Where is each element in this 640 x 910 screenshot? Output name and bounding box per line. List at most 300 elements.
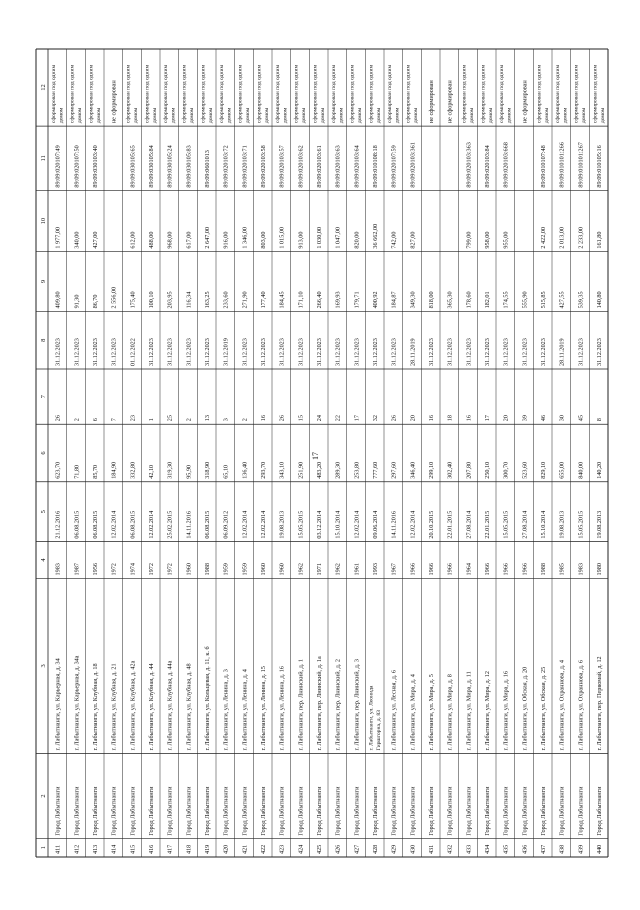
table-cell: Город Лабытнанги [428,786,436,836]
table-cell: 431 [428,844,436,854]
table-cell: домом [133,107,140,124]
table-cell: 803,00 [260,231,268,249]
table-cell: 31.12.2023 [148,338,156,366]
table-cell: 85,70 [92,464,100,479]
table-cell: 89:09:020103:72 [222,145,230,188]
table-cell: 430 [409,844,417,854]
table-cell: Город Лабытнанги [540,786,548,836]
table-cell: не сформирован [428,80,436,124]
table-cell: домом [469,107,476,124]
table-cell: Город Лабытнанги [166,786,174,836]
table-cell: 01.12.2022 [129,338,137,366]
table-cell: 45 [577,415,585,422]
table-cell: 319,30 [166,461,174,479]
table-cell: 424 [297,844,305,854]
table-cell: 203,95 [166,291,174,309]
table-cell: Город Лабытнанги [92,786,100,836]
table-cell: 415 [129,844,137,854]
table-cell: 23 [129,415,137,422]
table-cell: домом [413,107,420,124]
table-cell: 31.12.2023 [297,338,305,366]
table-cell: 32 [372,415,380,422]
table-cell: 89:09:020107:50 [73,145,81,188]
table-cell: 1 346,00 [241,226,249,249]
table-cell: 1966 [521,563,529,576]
table-cell: 207,80 [465,461,473,479]
table-cell: 1 030,00 [316,226,324,249]
table-cell: 30 [558,415,566,422]
table-cell: 17 [484,415,492,422]
table-cell: 12.02.2014 [409,510,417,539]
column-number: 10 [40,217,47,225]
table-cell: 31.12.2023 [204,338,212,366]
table-cell: 423 [278,844,286,854]
table-cell: г. Лабытнанги, ул. Ленина, д. 16 [278,666,286,751]
table-cell: домом [95,107,102,124]
table-cell: 31.12.2023 [92,338,100,366]
table-cell: 434 [484,844,492,854]
table-cell: 16 [428,415,436,422]
table-cell: сформирован под одним [181,64,188,124]
table-cell: сформирован под одним [480,64,487,124]
column-number: 3 [40,664,47,668]
table-cell: 271,90 [241,291,249,309]
table-cell: 623,70 [54,461,62,479]
table-cell: 253,80 [353,461,361,479]
table-cell: 31.12.2023 [241,338,249,366]
table-cell: Город Лабытнанги [596,786,604,836]
table-cell: 42,10 [148,464,156,479]
table-cell: Город Лабытнанги [390,786,398,836]
table-cell: 22 [334,415,342,422]
table-cell: сформирован под одним [349,64,356,124]
table-cell: домом [282,107,289,124]
table-cell: 184,45 [278,291,286,309]
table-cell: 89:09:030105:84 [148,145,156,188]
table-cell: 31.12.2023 [278,338,286,366]
column-number: 9 [40,279,47,284]
table-cell: 89:09:020103:62 [297,145,305,188]
table-cell: 1985 [558,563,566,576]
table-cell: 31.12.2023 [390,338,398,366]
table-cell: 437 [540,844,548,854]
table-cell: домом [319,107,326,124]
table-cell: 09.06.2014 [372,510,380,539]
table-cell: г. Лабытнанги, ул. Мира, д. 5 [428,674,436,751]
table-cell: 19.08.2013 [278,510,286,539]
column-number: 8 [40,338,47,342]
table-cell: домом [562,107,569,124]
table-cell: 820,00 [353,231,361,249]
table-cell: 89:09:030105:65 [129,145,137,188]
table-cell: 22.01.2015 [484,510,492,539]
table-cell: Город Лабытнанги [502,786,510,836]
table-cell: сформирован под одним [237,64,244,124]
table-cell: г. Лабытнанги, ул. Клубная, д. 18 [92,663,100,751]
table-cell: г. Лабытнанги, пер. Первомай, д. 12 [596,656,604,751]
column-number: 7 [40,394,47,399]
table-cell: сформирован под одним [536,64,543,124]
table-cell: 89:09:010101:266 [558,142,566,188]
table-cell: 916,00 [222,231,230,249]
table-cell: 31.12.2019 [222,338,230,366]
table-cell: 31.12.2023 [260,338,268,366]
table-cell: 140,80 [596,291,604,309]
table-cell: 742,00 [390,231,398,249]
table-cell: Город Лабытнанги [278,786,286,836]
table-cell: сформирован под одним [200,64,207,124]
table-cell: 412 [73,844,81,854]
table-cell: домом [543,107,550,124]
table-cell: 89:09:020107:59 [390,145,398,188]
table-cell: Город Лабытнанги [409,786,417,836]
table-cell: 06.08.2015 [92,510,100,539]
table-cell: 31.12.2023 [316,338,324,366]
table-cell: г. Лабытнанги, ул. Мира, д. 4 [409,674,417,751]
table-cell: 419 [204,844,212,854]
table-cell: 171,10 [297,291,305,309]
table-cell: г. Лабытнанги, ул. Обская, д. 25 [540,666,548,751]
table-cell: 300,70 [502,461,510,479]
table-cell: 293,70 [260,461,268,479]
table-cell: 31.12.2023 [484,338,492,366]
table-cell: 19.08.2013 [596,510,604,539]
table-cell: 89:09:020103:363 [465,142,473,188]
table-cell: 36 662,00 [372,223,380,249]
table-cell: 426 [334,844,342,854]
table-cell: сформирован под одним [125,64,132,124]
table-cell: 1967 [390,563,398,576]
table-cell: 31.12.2023 [166,338,174,366]
table-cell: 15.05.2015 [297,510,305,539]
table-cell: 427 [353,844,361,854]
table-cell: домом [263,107,270,124]
table-cell: Город Лабытнанги [446,786,454,836]
table-cell: 409,80 [54,291,62,309]
table-cell: г. Лабытнанги, ул. Ленина, д. 4 [241,669,249,751]
table-cell: 16 [260,415,268,422]
table-cell: 612,00 [129,231,137,249]
table-cell: 515,85 [540,291,548,309]
table-cell: Город Лабытнанги [297,786,305,836]
table-cell: 89:09:020103:668 [502,142,510,188]
table-cell: 89:09:020103:61 [316,145,324,188]
table-cell: 421 [241,844,249,854]
table-cell: 2 556,00 [110,286,118,309]
table-cell: сформирован под одним [69,64,76,124]
table-cell: 414 [110,844,118,854]
table-cell: 799,00 [465,231,473,249]
table-cell: 16 [465,415,473,422]
table-cell: сформирован под одним [573,64,580,124]
table-cell: 1983 [577,563,585,576]
table-cell: не сформирован [110,80,118,124]
table-cell: 555,90 [521,291,529,309]
table-cell: 1962 [297,563,305,576]
table-cell: 15.10.2014 [540,510,548,539]
column-number: 12 [40,84,47,91]
table-cell: домом [58,107,65,124]
table-cell: 46 [540,415,548,422]
table-cell: 1980 [596,563,604,576]
table-cell: г. Лабытнанги, ул. Мира, д. 11 [465,671,473,751]
table-cell: 289,30 [334,461,342,479]
table-cell: 439 [577,844,585,854]
table-cell: домом [375,107,382,124]
table-cell: 1 047,00 [334,226,342,249]
table-cell: 251,90 [297,461,305,479]
table-cell: 425 [316,844,324,854]
table-cell: 422 [260,844,268,854]
table-cell: не сформирован [521,80,529,124]
table-cell: 6 [92,418,100,422]
table-cell: 1 015,00 [278,226,286,249]
table-cell: 91,30 [73,294,81,309]
table-cell: 15.05.2015 [502,510,510,539]
table-cell: 1993 [372,563,380,576]
table-cell: 829,10 [540,461,548,479]
table-cell: 420 [222,844,230,854]
table-cell: г. Лабытнанги, пер. Лнинский, д. 3 [353,659,361,751]
table-cell: г. Лабытнанги, ул. Клубная, д. 42а [129,660,137,751]
table-cell: 95,90 [185,464,193,479]
table-cell: 2 233,00 [577,226,585,249]
column-number: 5 [40,510,47,514]
table-cell: 523,60 [521,461,529,479]
table-cell: 06.08.2015 [73,510,81,539]
table-cell: 22.01.2015 [446,510,454,539]
table-cell: 26 [54,415,62,422]
table-cell: г. Лабытнанги, ул. Ленина, д. 3 [222,669,230,751]
table-cell: 233,60 [222,291,230,309]
table-cell: 12.02.2014 [110,510,118,539]
table-cell: г. Лабытнанги, ул. Карьерная, д. 34 [54,658,62,751]
table-cell: сформирован под одним [592,64,599,124]
table-cell: 332,80 [129,461,137,479]
table-cell: 1972 [110,563,118,576]
table-cell: 31.12.2023 [540,338,548,366]
table-cell: г. Лабытнанги, ул. Клубная, д. 21 [110,663,118,751]
table-cell: 89:09:030105:83 [185,145,193,188]
table-cell: сформирован под одним [368,64,375,124]
table-cell: 2 [73,418,81,422]
table-cell: 06.08.2015 [204,510,212,539]
column-number: 11 [40,155,47,162]
table-cell: сформирован под одним [256,64,263,124]
table-cell: Город Лабытнанги [260,786,268,836]
table-cell: 302,40 [446,461,454,479]
table-cell: 28.11.2019 [409,338,417,366]
table-cell: Город Лабытнанги [465,786,473,836]
table-cell: сформирован под одним [405,64,412,124]
table-cell: 365,30 [446,291,454,309]
table-cell: 417 [166,844,174,854]
table-cell: Город Лабытнанги [129,786,137,836]
table-cell: г. Лабытнанги, ул. Кольцевая, д. 11, к. б [204,646,212,751]
column-number: 6 [40,451,47,455]
table-cell: 15.10.2014 [334,510,342,539]
table-cell: г. Лабытнанги, ул. Клубная, д. 44а [166,660,174,751]
table-cell: 31.12.2023 [596,338,604,366]
table-cell: 418 [185,844,193,854]
table-cell: 17 [353,415,361,422]
table-cell: 20.10.2015 [428,510,436,539]
table-cell: 100,10 [148,291,156,309]
table-cell: Город Лабытнанги [185,786,193,836]
table-cell: 14.11.2016 [185,511,193,539]
table-cell: 435 [502,844,510,854]
table-cell: домом [151,107,158,124]
table-cell: 71,80 [73,464,81,479]
table-cell: г. Лабытнанги, пер. Лнинский, д. 1а [316,656,324,751]
table-cell: Город Лабытнанги [222,786,230,836]
table-cell: г. Лабытнанги, ул. Клубная, д. 48 [185,663,193,751]
table-cell: г. Лабытнанги, ул. Карьерная, д. 34а [73,655,81,751]
table-cell: 182,01 [484,291,492,309]
table-cell: Гиршгорна, д. 83 [375,710,382,751]
table-cell: домом [357,107,364,124]
table-cell: Город Лабытнанги [241,786,249,836]
table-cell: 655,00 [558,461,566,479]
table-cell: 1987 [73,563,81,576]
table-cell: не сформирован [446,80,454,124]
table-cell: 89:09:020103:58 [260,145,268,188]
table-cell: 400,92 [372,291,380,309]
table-cell: 31.12.2023 [54,338,62,366]
table-cell: 12.02.2014 [353,510,361,539]
table-cell: 25.02.2015 [166,510,174,539]
table-cell: 24 [316,415,324,422]
table-cell: 39 [521,415,529,422]
table-cell: г. Лабытнанги, ул. Лесная, д. 6 [390,670,398,751]
table-cell: 913,00 [297,231,305,249]
table-cell: г. Лабытнанги, ул. Охраннова, д. 6 [577,660,585,751]
table-cell: 174,55 [502,291,510,309]
table-cell: 31.12.2023 [372,338,380,366]
table-cell: 1966 [446,563,454,576]
table-cell: 427,00 [92,231,100,249]
table-cell: 433 [465,844,473,854]
table-cell: 89:09:0601013 [204,150,212,188]
table-cell: Город Лабытнанги [73,786,81,836]
table-cell: 140,20 [596,461,604,479]
table-cell: Город Лабытнанги [204,786,212,836]
table-cell: 318,90 [204,461,212,479]
table-cell: 86,70 [92,294,100,309]
table-cell: г. Лабытнанги, ул. Мира, д. 12 [484,671,492,751]
table-cell: Город Лабытнанги [110,786,118,836]
table-cell: 31.12.2023 [353,338,361,366]
table-cell: 15.05.2015 [577,510,585,539]
table-cell: 416 [148,844,156,854]
table-cell: 428 [372,844,380,854]
table-cell: 299,10 [428,461,436,479]
table-cell: 3 [222,418,230,422]
table-cell: 179,71 [353,291,361,309]
table-cell: 177,40 [260,291,268,309]
table-cell: г. Лабытнанги, ул. Леонида [368,685,375,751]
table-cell: домом [301,107,308,124]
table-cell: 840,00 [577,461,585,479]
table-cell: домом [581,107,588,124]
column-number: 1 [39,846,47,850]
table-cell: 2 647,00 [204,226,212,249]
table-cell: 163,25 [204,291,212,309]
table-cell: сформирован под одним [163,64,169,124]
table-cell: 1961 [353,563,361,576]
table-cell: 27.08.2014 [465,510,473,539]
table-cell: домом [599,107,606,124]
table-cell: 1960 [278,563,286,576]
table-cell: 427,55 [558,291,566,309]
table-cell: Город Лабытнанги [521,786,529,836]
table-cell: 12.02.2014 [148,510,156,539]
table-cell: 250,10 [484,461,492,479]
table-cell: 438 [558,844,566,854]
table-cell: 65,10 [222,464,230,479]
table-cell: 968,00 [166,231,174,249]
table-cell: 31.12.2023 [428,338,436,366]
table-cell: 343,10 [278,461,286,479]
table-cell: 03.12.2014 [316,510,324,539]
table-cell: домом [506,107,513,124]
table-cell: 2 [241,418,249,422]
table-cell: 1971 [316,563,324,576]
table-cell: 89:09:020103:63 [334,145,342,188]
table-cell: г. Лабытнанги, пер. Лнинский, д. 1 [297,659,305,751]
table-cell: 955,00 [502,231,510,249]
table-cell: 1959 [241,563,249,576]
table-cell: 116,34 [185,291,193,309]
table-cell: 266,40 [316,291,324,309]
table-cell: домом [170,107,177,124]
table-cell: сформирован под одним [293,64,300,124]
page-number: 17 [310,452,320,460]
table-cell: 89:09:020103:71 [241,145,249,188]
table-cell: 1988 [540,563,548,576]
table-cell: г. Лабытнанги, ул. Мира, д. 16 [502,671,510,751]
table-cell: домом [487,107,494,124]
table-cell: 31.12.2023 [334,338,342,366]
table-cell: 89:09:020107:49 [54,145,62,188]
table-cell: домом [394,107,401,124]
table-cell: 1974 [129,563,137,576]
table-cell: г. Лабытнанги, ул. Обская, д. 20 [521,666,529,751]
table-cell: 89:09:020103:84 [484,145,492,188]
table-cell: 432 [446,844,454,854]
table-cell: 89:09:030105:24 [166,145,174,188]
table-cell: 89:09:020103:57 [278,145,286,188]
table-cell: 89:09:010108:18 [372,145,380,188]
table-cell: 413 [92,844,100,854]
table-cell: 7 [110,418,118,422]
table-cell: 31.12.2023 [521,338,529,366]
table-cell: 136,40 [241,461,249,479]
table-cell: 1966 [409,563,417,576]
table-cell: 440 [596,844,604,854]
table-cell: 617,00 [185,231,193,249]
table-cell: 31.12.2023 [110,338,118,366]
table-cell: 184,87 [390,291,398,309]
table-cell: 20 [409,415,417,422]
table-cell: Город Лабытнанги [148,786,156,836]
table-cell: 19.08.2013 [558,510,566,539]
table-cell: 89:09:010101:267 [577,142,585,188]
table-cell: 12.02.2014 [260,510,268,539]
table-cell: 1972 [148,563,156,576]
table-cell: 184,90 [110,461,118,479]
table-cell: сформирован под одним [275,64,281,124]
